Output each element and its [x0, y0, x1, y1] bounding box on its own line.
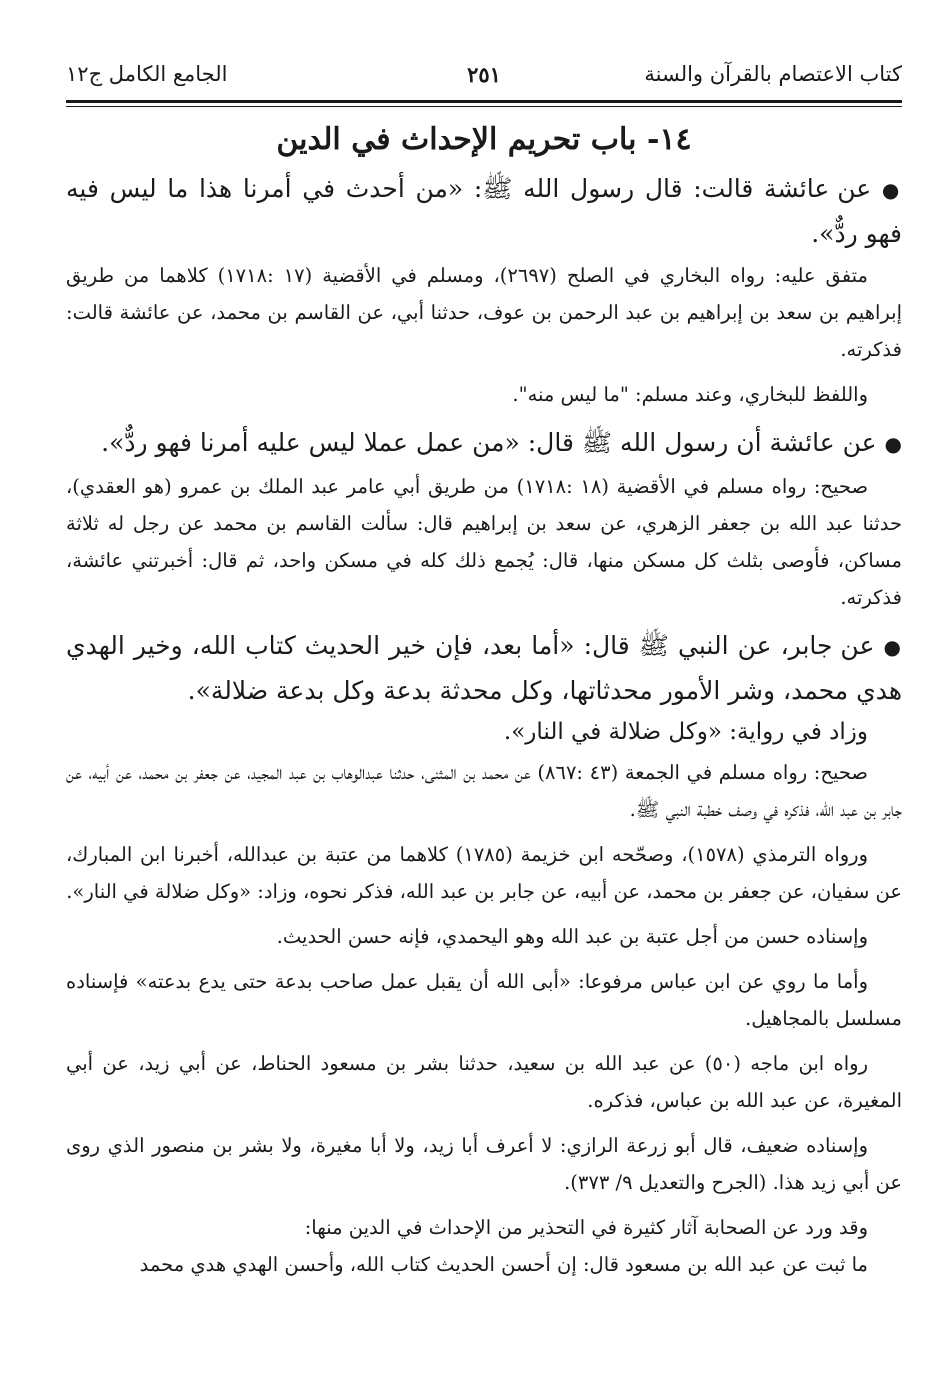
- header-rule: [66, 100, 902, 107]
- page-number: ٢٥١: [467, 62, 501, 87]
- bullet-icon: ●: [883, 635, 902, 659]
- bullet-icon: ●: [884, 432, 902, 456]
- volume-label: الجامع الكامل ج١٢: [66, 62, 228, 86]
- note-1: متفق عليه: رواه البخاري في الصلح (٢٦٩٧)، ومسلم في الأقضية (١٧ :١٧١٨) كلاهما من طريق إبراهيم بن سعد بن إبراهيم بن عبد الرحمن بن عوف، حدثنا أبي، عن القاسم بن محمد، عن عائشة قالت: فذكرته.: [66, 264, 902, 361]
- note-9: وإسناده ضعيف، قال أبو زرعة الرازي: لا أعرف أبا زيد، ولا أبا مغيرة، ولا بشر بن منصور الذي روى عن أبي زيد هذا. (الجرح والتعديل ٩/ ٣٧٣).: [66, 1134, 902, 1194]
- note-10: وقد ورد عن الصحابة آثار كثيرة في التحذير من الإحداث في الدين منها:: [304, 1216, 868, 1239]
- note-2: واللفظ للبخاري، وعند مسلم: "ما ليس منه".: [512, 383, 868, 406]
- hadith-3-addition: وزاد في رواية: «وكل ضلالة في النار».: [503, 719, 868, 745]
- note-6: وإسناده حسن من أجل عتبة بن عبد الله وهو اليحمدي، فإنه حسن الحديث.: [276, 925, 868, 948]
- note-3: صحيح: رواه مسلم في الأقضية (١٨ :١٧١٨) من طريق أبي عامر عبد الملك بن عمرو (هو العقدي)، حدثنا عبد الله بن جعفر الزهري، عن سعد بن إبراهيم قال: سألت القاسم بن محمد عن رجل له ثلاثة مساكن، فأوصى بثلث كل مسكن منها، قال: يُجمع ذلك كله في مسكن واحد، ثم قال: أخبرتني عائشة، فذكرته.: [66, 475, 902, 609]
- hadith-3-text: عن جابر، عن النبي ﷺ قال: «أما بعد، فإن خير الحديث كتاب الله، وخير الهدي هدي محمد، وشر الأمور محدثاتها، وكل محدثة بدعة وكل بدعة ضلالة».: [66, 631, 902, 705]
- note-4: صحيح: رواه مسلم في الجمعة (٤٣ :٨٦٧) عن محمد بن المثنى، حدثنا عبدالوهاب بن عبد المجيد، عن جعفر بن محمد، عن أبيه، عن جابر بن عبد الله، فذكره في وصف خطبة النبي ﷺ.: [66, 761, 902, 821]
- note-11: ما ثبت عن عبد الله بن مسعود قال: إن أحسن الحديث كتاب الله، وأحسن الهدي هدي محمد: [139, 1253, 868, 1276]
- hadith-2-text: عن عائشة أن رسول الله ﷺ قال: «من عمل عملا ليس عليه أمرنا فهو ردٌّ».: [101, 428, 877, 457]
- note-7: وأما ما روي عن ابن عباس مرفوعا: «أبى الله أن يقبل عمل صاحب بدعة حتى يدع بدعته» فإسناده مسلسل بالمجاهيل.: [66, 970, 902, 1030]
- hadith-3: [66, 624, 902, 712]
- note-8: رواه ابن ماجه (٥٠) عن عبد الله بن سعيد، حدثنا بشر بن مسعود الحناط، عن أبي زيد، عن أبي المغيرة، عن عبد الله بن عباس، فذكره.: [66, 1052, 902, 1112]
- chapter-title: ١٤- باب تحريم الإحداث في الدين: [276, 122, 692, 157]
- hadith-1-text: عن عائشة قالت: قال رسول الله ﷺ: «من أحدث في أمرنا هذا ما ليس فيه فهو ردٌّ».: [66, 174, 902, 248]
- note-5: ورواه الترمذي (١٥٧٨)، وصحّحه ابن خزيمة (١٧٨٥) كلاهما من عتبة بن عبدالله، أخبرنا ابن المبارك، عن سفيان، عن جعفر بن محمد، عن أبيه، عن جابر بن عبد الله، فذكر نحوه، وزاد: «وكل ضلالة في النار».: [66, 843, 902, 903]
- hadith-1: [66, 167, 902, 255]
- book-page: [66, 50, 902, 1283]
- running-header: [66, 50, 902, 90]
- bullet-icon: ●: [881, 178, 902, 202]
- hadith-2: [66, 421, 902, 466]
- book-title: كتاب الاعتصام بالقرآن والسنة: [644, 62, 902, 86]
